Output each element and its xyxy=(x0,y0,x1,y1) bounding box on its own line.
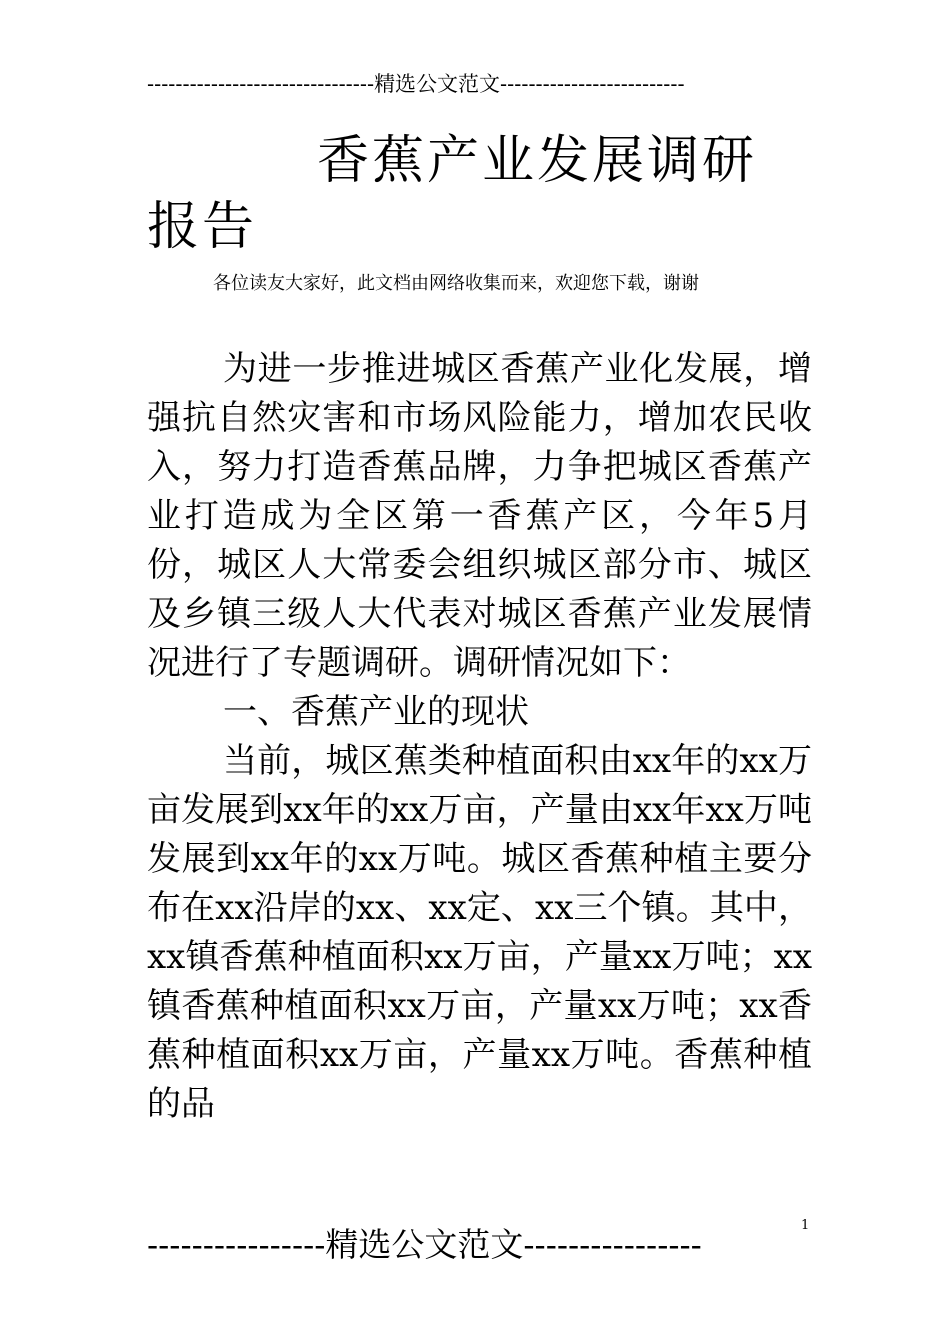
page-footer: ----------------精选公文范文---------------- xyxy=(147,1225,702,1264)
section-heading-1: 一、香蕉产业的现状 xyxy=(223,692,529,732)
paragraph-status: 当前，城区蕉类种植面积由xx年的xx万亩发展到xx年的xx万亩，产量由xx年xx万吨发展到xx年的xx万吨。城区香蕉种植主要分布在xx沿岸的xx、xx定、xx三个镇。其中，xx镇香蕉种植面积xx万亩，产量xx万吨；xx镇香蕉种植面积xx万亩，产量xx万吨；xx香蕉种植面积xx万亩，产量xx万吨。香蕉种植的品 xyxy=(147,741,812,1124)
title-line-1: 香蕉产业发展调研 xyxy=(317,131,758,191)
page-header: --------------------------------精选公文范文-------------------------- xyxy=(147,72,685,96)
download-notice: 各位读友大家好，此文档由网络收集而来，欢迎您下载，谢谢 xyxy=(213,273,699,294)
document-body xyxy=(147,345,812,1129)
title-line-2: 报告 xyxy=(147,197,258,257)
paragraph-intro: 为进一步推进城区香蕉产业化发展，增强抗自然灾害和市场风险能力，增加农民收入，努力打造香蕉品牌，力争把城区香蕉产业打造成为全区第一香蕉产区，今年5月份，城区人大常委会组织城区部分市、城区及乡镇三级人大代表对城区香蕉产业发展情况进行了专题调研。调研情况如下： xyxy=(147,349,812,683)
page-number: 1 xyxy=(801,1218,810,1233)
document-title xyxy=(147,128,807,260)
